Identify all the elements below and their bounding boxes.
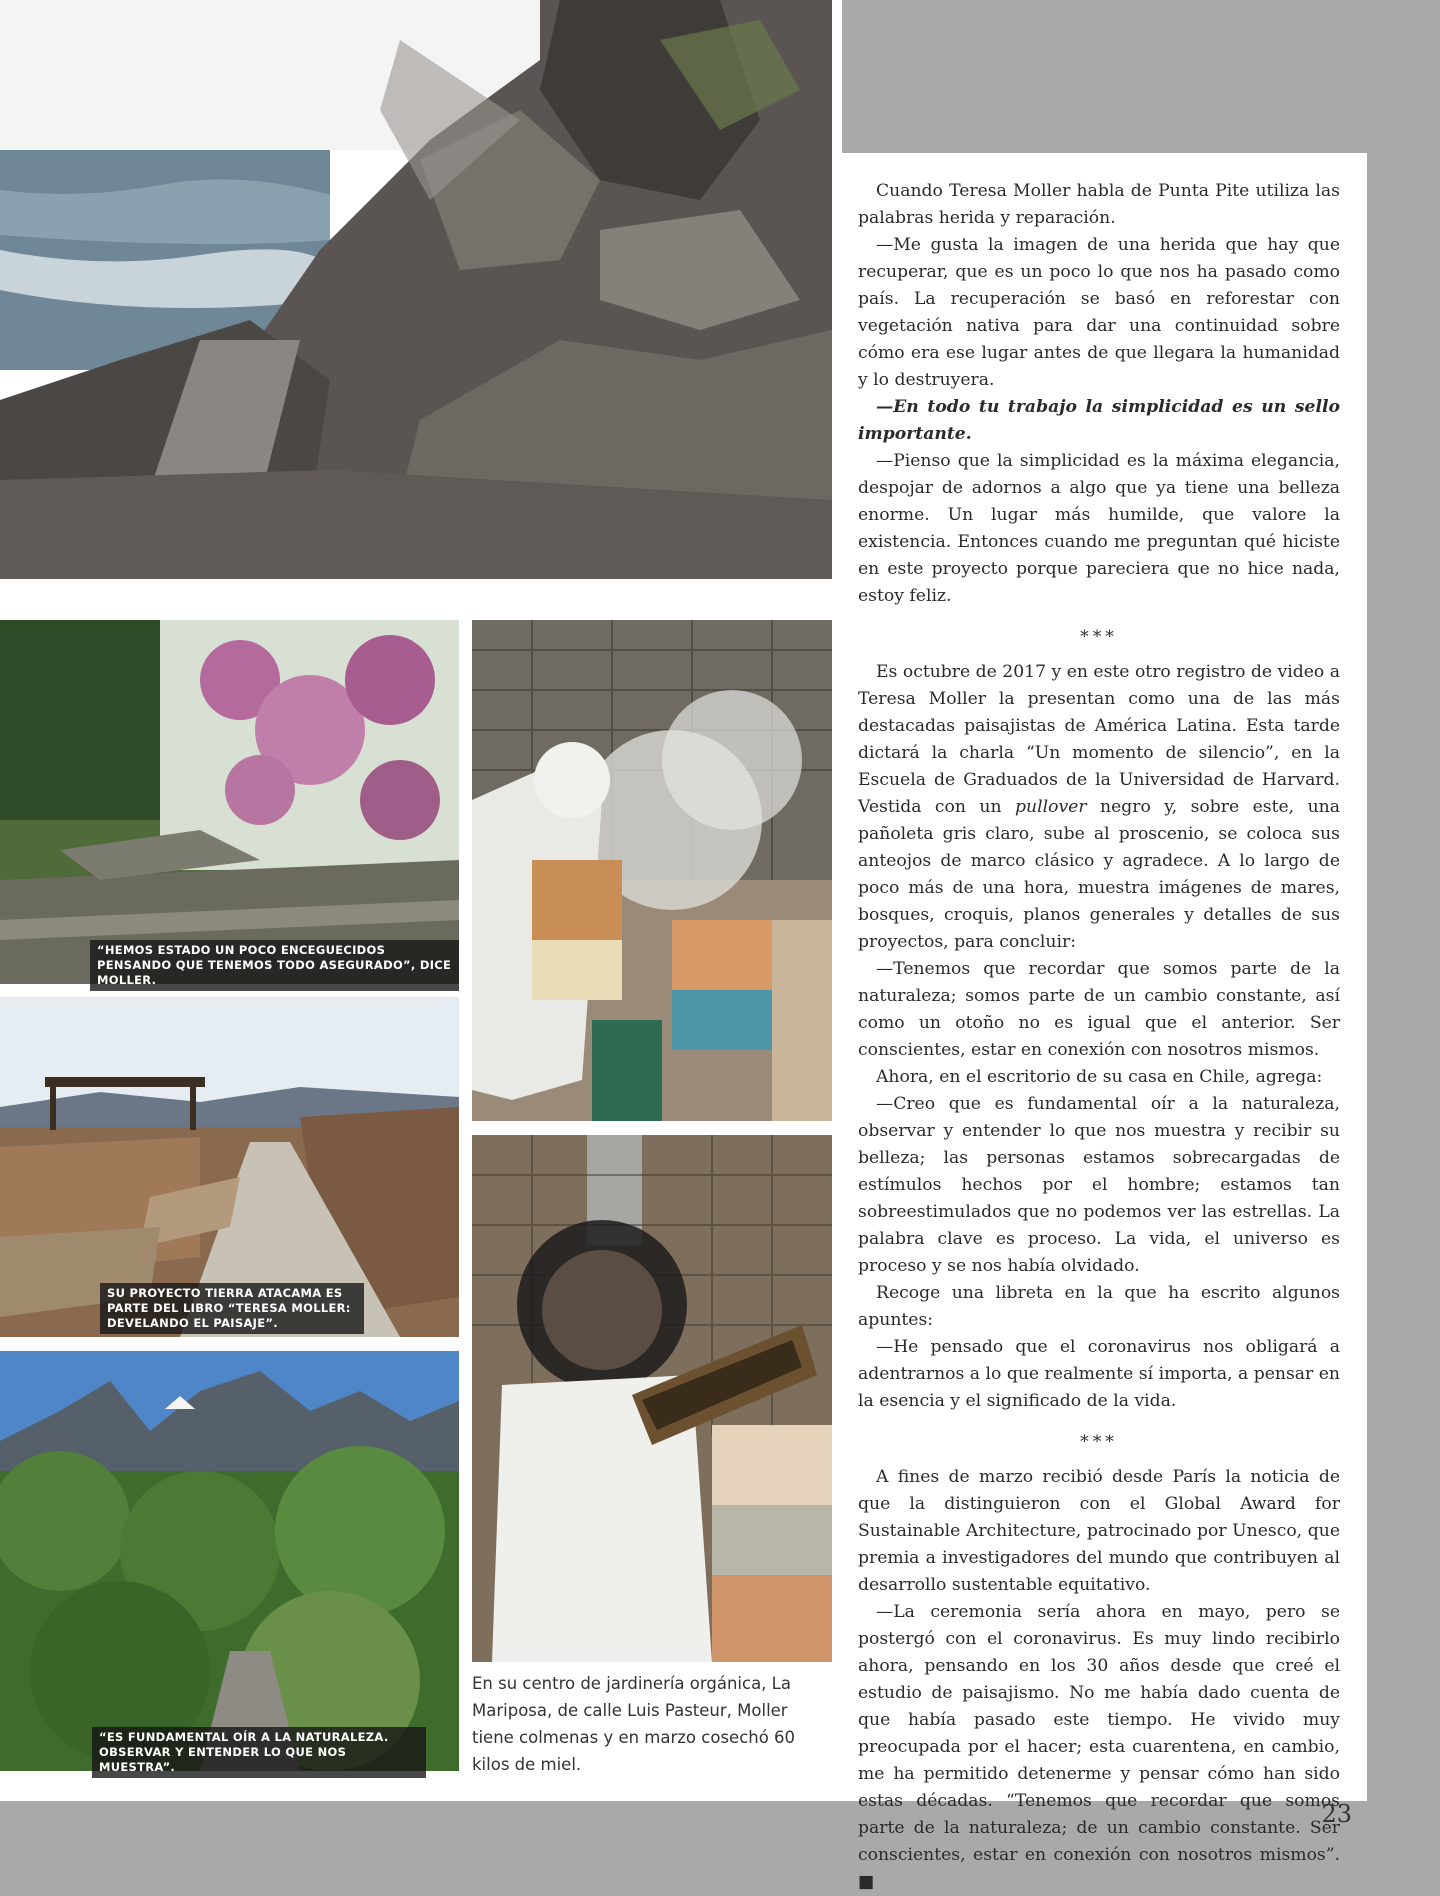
article-body <box>858 178 1340 1896</box>
photo-magnolia-garden <box>0 620 459 984</box>
article-paragraph: —La ceremonia sería ahora en mayo, pero se postergó con el coronavirus. Es muy lindo recibirlo ahora, pensando en los 30 años desde que creé el estudio de paisajismo. No me había dado cuenta de que había pasado este tiempo. He vivido muy preocupada por el hacer; esta cuarentena, en cambio, me ha permitido detenerme y pensar cómo han sido estas décadas. “Tenemos que recordar que somos parte de la naturaleza; de un cambio constante. Ser conscientes, estar en conexión con nosotros mismos”. ■ <box>858 1602 1340 1892</box>
caption-magnolia: “HEMOS ESTADO UN POCO ENCEGUECIDOS PENSANDO QUE TENEMOS TODO ASEGURADO”, DICE MOLLER. <box>90 940 459 991</box>
caption-forest: “ES FUNDAMENTAL OÍR A LA NATURALEZA. OBSERVAR Y ENTENDER LO QUE NOS MUESTRA”. <box>92 1727 426 1778</box>
caption-atacama: SU PROYECTO TIERRA ATACAMA ES PARTE DEL LIBRO “TERESA MOLLER: DEVELANDO EL PAISAJE”. <box>100 1283 364 1334</box>
photo-beekeeper-frame <box>472 1135 832 1662</box>
article-paragraph: Es octubre de 2017 y en este otro registro de video a Teresa Moller la presentan como una de las más destacadas paisajistas de América Latina. Esta tarde dictará la charla “Un momento de silencio”, en la Escuela de Graduados de la Universidad de Harvard. Vestida con un pullover negro y, sobre este, una pañoleta gris claro, sube al proscenio, se coloca sus anteojos de marco clásico y agradece. A lo largo de poco más de una hora, muestra imágenes de mares, bosques, croquis, planos generales y detalles de sus proyectos, para concluir: <box>858 662 1340 952</box>
article-paragraph: A fines de marzo recibió desde París la noticia de que la distinguieron con el Global Award for Sustainable Architecture, patrocinado por Unesco, que premia a investigadores del mundo que contribuyen al desarrollo sustentable equitativo. <box>858 1467 1340 1595</box>
photo-beekeeper-smoke <box>472 620 832 1121</box>
article-paragraph: —Me gusta la imagen de una herida que hay que recuperar, que es un poco lo que nos ha pasado como país. La recuperación se basó en reforestar con vegetación nativa para dar una continuidad sobre cómo era ese lugar antes de que llegara la humanidad y lo destruyera. <box>858 235 1340 390</box>
article-paragraph: —Creo que es fundamental oír a la naturaleza, observar y entender lo que nos muestra y recibir su belleza; las personas estamos sobrecargadas de estímulos hechos por el hombre; estamos tan sobreestimulados que no podemos ver las estrellas. La palabra clave es proceso. La vida, el universo es proceso y se nos había olvidado. <box>858 1094 1340 1276</box>
photo-forest-mountains <box>0 1351 459 1771</box>
article-paragraph: —Pienso que la simplicidad es la máxima elegancia, despojar de adornos a algo que ya tiene una belleza enorme. Un lugar más humilde, que valore la existencia. Entonces cuando me preguntan qué hiciste en este proyecto porque pareciera que no hice nada, estoy feliz. <box>858 451 1340 606</box>
italic-word: pullover <box>1015 797 1087 817</box>
section-separator: *** <box>1080 1432 1118 1452</box>
page-number: 23 <box>1321 1800 1352 1828</box>
article-paragraph: Recoge una libreta en la que ha escrito algunos apuntes: <box>858 1283 1340 1330</box>
article-paragraph: —He pensado que el coronavirus nos obligará a adentrarnos a lo que realmente sí importa, a pensar en la esencia y el significado de la vida. <box>858 1337 1340 1411</box>
section-separator: *** <box>1080 627 1118 647</box>
photo-coastal-rocks <box>0 0 832 579</box>
article-paragraph: Cuando Teresa Moller habla de Punta Pite utiliza las palabras herida y reparación. <box>858 181 1340 228</box>
interview-question: —En todo tu trabajo la simplicidad es un sello importante. <box>858 397 1340 444</box>
article-paragraph: Ahora, en el escritorio de su casa en Chile, agrega: <box>876 1067 1323 1087</box>
caption-beekeeping: En su centro de jardinería orgánica, La Mariposa, de calle Luis Pasteur, Moller tiene colmenas y en marzo cosechó 60 kilos de miel. <box>472 1674 796 1774</box>
article-paragraph: —Tenemos que recordar que somos parte de la naturaleza; somos parte de un cambio constante, así como un otoño no es igual que el anterior. Ser conscientes, estar en conexión con nosotros mismos. <box>858 959 1340 1060</box>
end-mark: ■ <box>858 1872 875 1892</box>
